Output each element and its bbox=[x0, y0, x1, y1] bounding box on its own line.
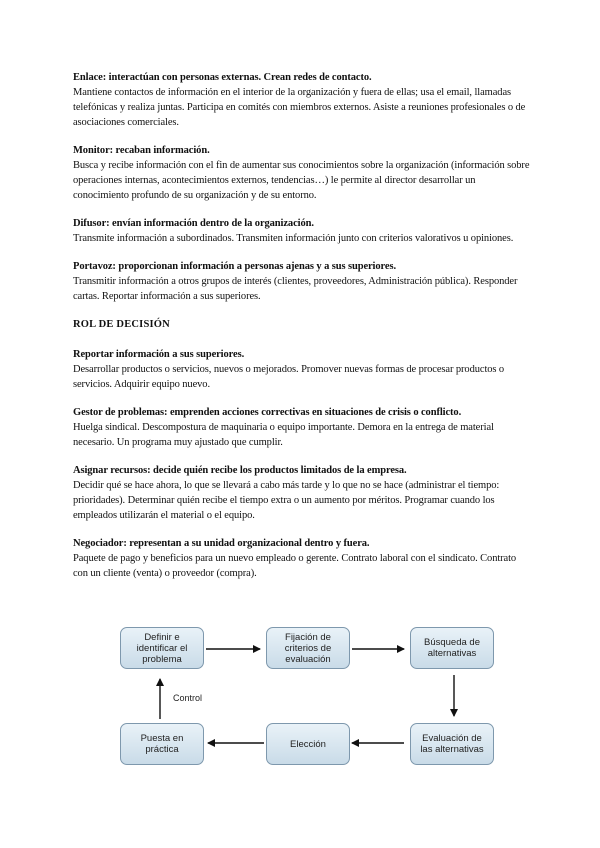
section-monitor bbox=[73, 144, 533, 203]
section-body: Decidir qué se hace ahora, lo que se llevará a cabo más tarde y lo que no se hace (administrar el tiempo: prioridades). Determinar quién recibe el tiempo extra o un aumento por méritos. Programar cuando los empleados utilizarán el material o el equipo. bbox=[73, 480, 500, 521]
section-body: Desarrollar productos o servicios, nuevos o mejorados. Promover nuevas formas de procesar productos o servicios. Adquirir equipo nuevo. bbox=[73, 364, 505, 390]
section-body: Huelga sindical. Descompostura de maquinaria o equipo importante. Demora en la entrega de material necesario. Un programa muy ajustado que cumplir. bbox=[73, 422, 494, 448]
section-asignar bbox=[73, 464, 533, 523]
section-negociador bbox=[73, 537, 533, 581]
section-title: Asignar recursos: decide quién recibe los productos limitados de la empresa. bbox=[73, 465, 407, 476]
section-body: Busca y recibe información con el fin de aumentar sus conocimientos sobre la organización (información sobre operaciones internas, acontecimientos externos, tendencias…) le permite al director desarrollar un conocimiento profundo de su organización y de su entorno. bbox=[73, 160, 530, 201]
section-enlace bbox=[73, 71, 533, 130]
section-body: Transmite información a subordinados. Transmiten información junto con criterios valorativos u opiniones. bbox=[73, 233, 514, 244]
box-evaluacion-alternativas: Evaluación de las alternativas bbox=[410, 723, 494, 765]
section-body: Transmitir información a otros grupos de interés (clientes, proveedores, Administración pública). Responder cartas. Reportar información a sus superiores. bbox=[73, 276, 518, 302]
document-body bbox=[73, 71, 533, 595]
section-gestor bbox=[73, 406, 533, 450]
box-definir-problema: Definir e identificar el problema bbox=[120, 627, 204, 669]
section-reportar bbox=[73, 348, 533, 392]
section-title: Difusor: envían información dentro de la organización. bbox=[73, 218, 314, 229]
box-busqueda-alternativas: Búsqueda de alternativas bbox=[410, 627, 494, 669]
section-title: Enlace: interactúan con personas externas. Crean redes de contacto. bbox=[73, 72, 372, 83]
section-body: Mantiene contactos de información en el interior de la organización y fuera de ellas; usa el email, llamadas telefónicas y realiza juntas. Participa en comités con miembros externos. Asiste a reuniones profesionales o de asociaciones comerciales. bbox=[73, 87, 526, 128]
section-body: Paquete de pago y beneficios para un nuevo empleado o gerente. Contrato laboral con el sindicato. Contrato con un cliente (venta) o proveedor (compra). bbox=[73, 553, 517, 579]
section-title: Portavoz: proporcionan información a personas ajenas y a sus superiores. bbox=[73, 261, 396, 272]
rol-decision-heading: ROL DE DECISIÓN bbox=[73, 319, 170, 330]
box-fijacion-criterios: Fijación de criterios de evaluación bbox=[266, 627, 350, 669]
box-eleccion: Elección bbox=[266, 723, 350, 765]
decision-process-diagram bbox=[118, 623, 496, 773]
section-portavoz bbox=[73, 260, 533, 304]
section-title: Gestor de problemas: emprenden acciones correctivas en situaciones de crisis o conflicto. bbox=[73, 407, 462, 418]
section-difusor bbox=[73, 217, 533, 246]
section-title: Negociador: representan a su unidad organizacional dentro y fuera. bbox=[73, 538, 370, 549]
control-label: Control bbox=[173, 693, 203, 703]
box-puesta-practica: Puesta en práctica bbox=[120, 723, 204, 765]
section-title: Monitor: recaban información. bbox=[73, 145, 210, 156]
section-title: Reportar información a sus superiores. bbox=[73, 349, 245, 360]
